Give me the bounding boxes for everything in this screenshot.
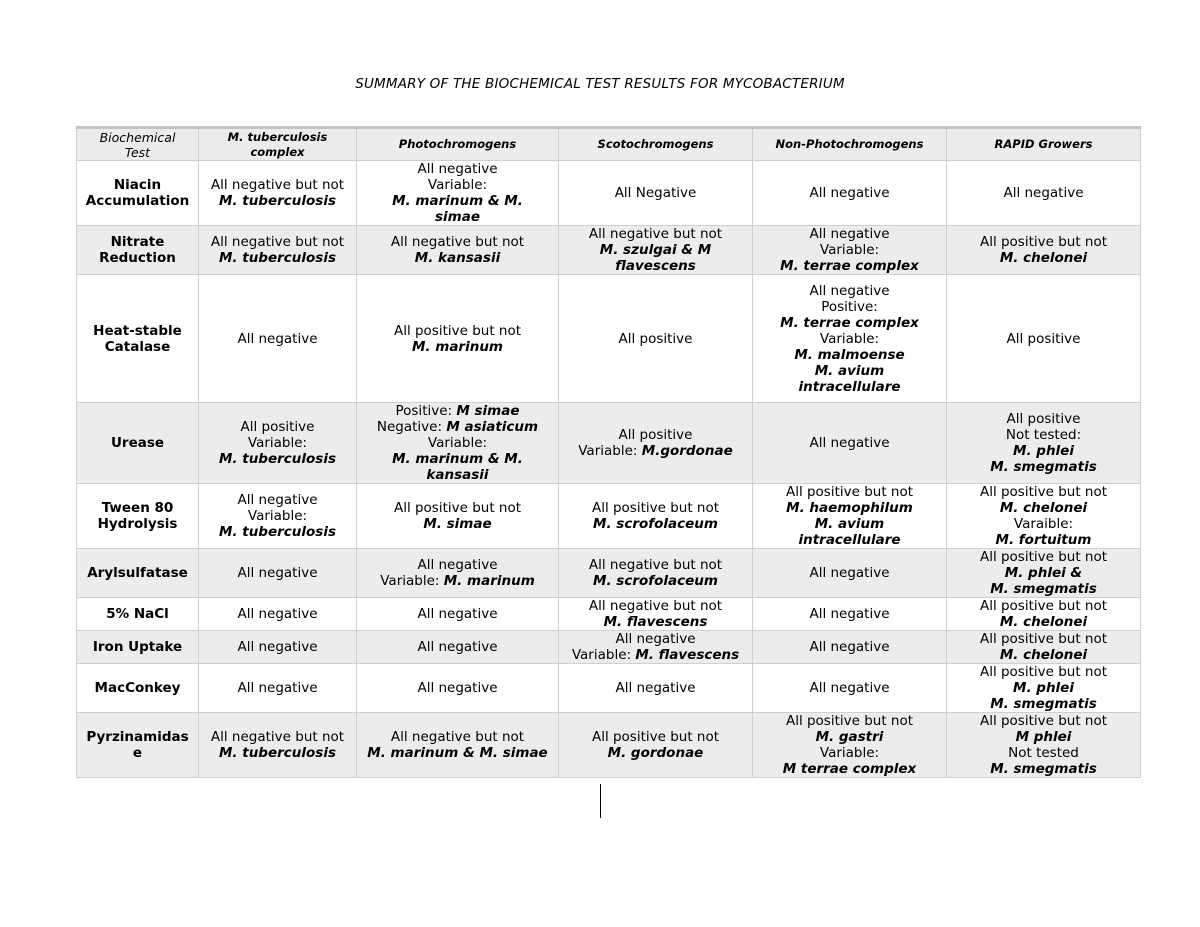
row-test-name bbox=[77, 631, 199, 664]
cell-line: All positive bbox=[1006, 411, 1081, 427]
cell-rapid-growers bbox=[947, 484, 1141, 549]
cell-photochromogens bbox=[357, 275, 559, 403]
cell-line: All positive but not bbox=[979, 549, 1108, 565]
cell-line: All negative but not bbox=[210, 729, 345, 745]
test-name-line: Accumulation bbox=[85, 193, 190, 209]
cell-rapid-growers bbox=[947, 664, 1141, 713]
cell-line: M. smegmatis bbox=[990, 581, 1097, 597]
test-name-line: Arylsulfatase bbox=[87, 565, 188, 581]
cell-line: M. avium bbox=[814, 516, 885, 532]
cell-line: All positive but not bbox=[785, 713, 914, 729]
cell-line: All Negative bbox=[614, 185, 697, 201]
cell-scotochromogens bbox=[559, 664, 753, 713]
cell-line: All negative bbox=[417, 639, 498, 655]
cell-line: kansasii bbox=[426, 467, 489, 483]
cell-scotochromogens bbox=[559, 484, 753, 549]
cell-line: M. avium bbox=[814, 362, 885, 379]
cell-line: M asiaticum bbox=[446, 419, 539, 435]
cell-photochromogens bbox=[357, 161, 559, 226]
header-rapid-growers bbox=[947, 128, 1141, 161]
cell-line-group bbox=[359, 403, 556, 419]
cell-scotochromogens bbox=[559, 549, 753, 598]
cell-line: M. scrofolaceum bbox=[593, 573, 718, 589]
header-line: Biochemical bbox=[99, 129, 176, 145]
cell-line: All negative but not bbox=[588, 557, 723, 573]
header-line: Scotochromogens bbox=[597, 137, 714, 151]
cell-line: Variable: bbox=[819, 242, 880, 258]
cell-line: All negative bbox=[809, 680, 890, 696]
cell-line: Negative: bbox=[376, 419, 443, 435]
biochemical-results-table bbox=[76, 126, 1141, 778]
cell-line: All positive bbox=[618, 330, 693, 347]
cell-line: All negative bbox=[809, 226, 890, 242]
cell-line: M. terrae complex bbox=[780, 258, 919, 274]
cell-line: M. chelonei bbox=[999, 647, 1088, 663]
test-name-line: Tween 80 bbox=[101, 500, 174, 516]
cell-line: Variable: bbox=[380, 573, 440, 589]
cell-line: M. phlei & bbox=[1004, 565, 1083, 581]
cell-scotochromogens bbox=[559, 598, 753, 631]
cell-line: All negative bbox=[237, 565, 318, 581]
cell-line: All negative bbox=[615, 680, 696, 696]
cell-line: All positive but not bbox=[979, 484, 1108, 500]
header-biochemical-test bbox=[77, 128, 199, 161]
table-row bbox=[77, 664, 1141, 713]
cell-line: Variable: bbox=[571, 647, 632, 663]
row-test-name bbox=[77, 598, 199, 631]
cell-line: All negative bbox=[417, 557, 498, 573]
cell-line: M. malmoense bbox=[794, 346, 905, 363]
cell-photochromogens bbox=[357, 598, 559, 631]
cell-line: M. tuberculosis bbox=[218, 451, 337, 467]
cell-photochromogens bbox=[357, 226, 559, 275]
cell-line: All negative bbox=[237, 606, 318, 622]
cell-line: All negative bbox=[809, 185, 890, 201]
cell-line: All negative bbox=[809, 282, 890, 299]
cell-line: M. chelonei bbox=[999, 500, 1088, 516]
cell-rapid-growers bbox=[947, 631, 1141, 664]
cell-non-photochromogens bbox=[753, 664, 947, 713]
cell-line: M. tuberculosis bbox=[218, 193, 337, 209]
cell-line: M. phlei bbox=[1013, 680, 1074, 696]
cell-line: M. terrae complex bbox=[780, 314, 919, 331]
cell-m-tuberculosis bbox=[199, 549, 357, 598]
cell-line-group bbox=[359, 419, 556, 435]
cell-line: M. tuberculosis bbox=[218, 745, 337, 761]
cell-photochromogens bbox=[357, 713, 559, 778]
cell-line: All negative bbox=[809, 606, 890, 622]
cell-line: flavescens bbox=[615, 258, 696, 274]
cell-non-photochromogens bbox=[753, 403, 947, 484]
cell-line: M. haemophilum bbox=[786, 500, 913, 516]
cell-line: M. marinum bbox=[443, 573, 535, 589]
table-row bbox=[77, 161, 1141, 226]
test-name-line: Catalase bbox=[104, 338, 171, 355]
cell-line: M. kansasii bbox=[414, 250, 501, 266]
cell-line: M. szulgai & M bbox=[599, 242, 712, 258]
cell-line: All positive but not bbox=[393, 500, 522, 516]
cell-line-group bbox=[561, 443, 750, 459]
cell-m-tuberculosis bbox=[199, 598, 357, 631]
table-row bbox=[77, 275, 1141, 403]
cell-line: M. simae bbox=[423, 516, 492, 532]
cell-line: M. smegmatis bbox=[990, 696, 1097, 712]
cell-rapid-growers bbox=[947, 713, 1141, 778]
cell-line: All negative but not bbox=[390, 729, 525, 745]
cell-line: All negative bbox=[809, 565, 890, 581]
cell-line: Variable: bbox=[819, 330, 880, 347]
header-scotochromogens bbox=[559, 128, 753, 161]
cell-line: All negative but not bbox=[588, 598, 723, 614]
cell-rapid-growers bbox=[947, 161, 1141, 226]
header-line: Non-Photochromogens bbox=[775, 137, 924, 151]
cell-line: M. marinum & M. bbox=[392, 451, 523, 467]
cell-line: All positive but not bbox=[591, 729, 720, 745]
cell-line: All negative bbox=[237, 492, 318, 508]
test-name-line: Nitrate bbox=[110, 234, 165, 250]
cell-line: Positive: bbox=[395, 403, 453, 419]
cell-non-photochromogens bbox=[753, 161, 947, 226]
header-line: RAPID Growers bbox=[994, 137, 1093, 151]
cell-photochromogens bbox=[357, 484, 559, 549]
cell-non-photochromogens bbox=[753, 226, 947, 275]
cell-line: All positive but not bbox=[393, 322, 522, 339]
header-line: M. tuberculosis bbox=[227, 129, 328, 144]
cell-m-tuberculosis bbox=[199, 631, 357, 664]
cell-line: All positive but not bbox=[979, 598, 1108, 614]
cell-line: simae bbox=[435, 209, 480, 225]
cell-scotochromogens bbox=[559, 631, 753, 664]
cell-line: Not tested: bbox=[1005, 427, 1082, 443]
cell-m-tuberculosis bbox=[199, 226, 357, 275]
header-line: complex bbox=[250, 144, 305, 159]
cell-line: Varaible: bbox=[1013, 516, 1074, 532]
cell-line: All negative but not bbox=[390, 234, 525, 250]
cell-line: All negative bbox=[237, 330, 318, 347]
cell-scotochromogens bbox=[559, 403, 753, 484]
row-test-name bbox=[77, 161, 199, 226]
table-row bbox=[77, 598, 1141, 631]
row-test-name bbox=[77, 403, 199, 484]
cell-line: M. tuberculosis bbox=[218, 250, 337, 266]
header-line: Photochromogens bbox=[398, 137, 517, 151]
cell-line: All negative bbox=[417, 680, 498, 696]
cell-scotochromogens bbox=[559, 713, 753, 778]
cell-line: M terrae complex bbox=[782, 761, 917, 777]
table-row bbox=[77, 713, 1141, 778]
row-test-name bbox=[77, 664, 199, 713]
table-row bbox=[77, 226, 1141, 275]
cell-line: M. gordonae bbox=[607, 745, 704, 761]
test-name-line: Urease bbox=[110, 435, 165, 451]
cell-line: Positive: bbox=[821, 298, 878, 315]
cell-line: All positive but not bbox=[591, 500, 720, 516]
cell-line: Not tested bbox=[1008, 745, 1079, 761]
cell-line: All negative bbox=[237, 680, 318, 696]
cell-line: Variable: bbox=[247, 435, 308, 451]
cell-line: All positive bbox=[240, 419, 315, 435]
cell-line: M. smegmatis bbox=[990, 459, 1097, 475]
table-row bbox=[77, 484, 1141, 549]
cell-scotochromogens bbox=[559, 161, 753, 226]
cell-line: All negative bbox=[1003, 185, 1084, 201]
cell-photochromogens bbox=[357, 403, 559, 484]
cell-line: intracellulare bbox=[798, 378, 901, 395]
header-non-photochromogens bbox=[753, 128, 947, 161]
cell-line: All negative but not bbox=[210, 177, 345, 193]
cell-line: Variable: bbox=[427, 177, 488, 193]
row-test-name bbox=[77, 275, 199, 403]
cell-line: M. gastri bbox=[815, 729, 884, 745]
row-test-name bbox=[77, 549, 199, 598]
test-name-line: e bbox=[132, 745, 143, 761]
cell-line: M. chelonei bbox=[999, 614, 1088, 630]
cell-photochromogens bbox=[357, 664, 559, 713]
cell-line: All positive but not bbox=[979, 713, 1108, 729]
cell-line: All negative bbox=[417, 161, 498, 177]
cell-line: Variable: bbox=[578, 443, 638, 459]
cell-line: M. phlei bbox=[1013, 443, 1074, 459]
cell-line: M.gordonae bbox=[641, 443, 733, 459]
cell-scotochromogens bbox=[559, 226, 753, 275]
cell-rapid-growers bbox=[947, 598, 1141, 631]
cell-non-photochromogens bbox=[753, 713, 947, 778]
cell-m-tuberculosis bbox=[199, 403, 357, 484]
cell-m-tuberculosis bbox=[199, 664, 357, 713]
cell-line: All negative bbox=[417, 606, 498, 622]
cell-m-tuberculosis bbox=[199, 161, 357, 226]
document-title: SUMMARY OF THE BIOCHEMICAL TEST RESULTS FOR MYCOBACTERIUM bbox=[355, 76, 845, 92]
table-body bbox=[77, 161, 1141, 778]
cell-line: All positive bbox=[618, 427, 693, 443]
cell-m-tuberculosis bbox=[199, 713, 357, 778]
cell-line: M. fortuitum bbox=[995, 532, 1092, 548]
cell-line: M. chelonei bbox=[999, 250, 1088, 266]
cell-line: All negative bbox=[615, 631, 696, 647]
cell-line: Variable: bbox=[247, 508, 308, 524]
cell-line: M phlei bbox=[1015, 729, 1072, 745]
test-name-line: Niacin bbox=[113, 177, 162, 193]
test-name-line: Hydrolysis bbox=[97, 516, 178, 532]
cell-rapid-growers bbox=[947, 549, 1141, 598]
cell-line: intracellulare bbox=[798, 532, 901, 548]
cell-non-photochromogens bbox=[753, 598, 947, 631]
cell-line: M. smegmatis bbox=[990, 761, 1097, 777]
cell-line: M. marinum & M. simae bbox=[367, 745, 548, 761]
header-m-tuberculosis-complex bbox=[199, 128, 357, 161]
cell-line: All positive bbox=[1006, 330, 1081, 347]
cell-line: All negative but not bbox=[588, 226, 723, 242]
cell-line: All negative bbox=[237, 639, 318, 655]
cell-photochromogens bbox=[357, 631, 559, 664]
cell-line: M. scrofolaceum bbox=[593, 516, 718, 532]
header-row bbox=[77, 128, 1141, 161]
cell-line: M. marinum bbox=[411, 338, 503, 355]
cell-line: M. flavescens bbox=[603, 614, 708, 630]
cell-line: All negative but not bbox=[210, 234, 345, 250]
cell-line-group bbox=[359, 573, 556, 589]
cell-scotochromogens bbox=[559, 275, 753, 403]
test-name-line: Reduction bbox=[99, 250, 176, 266]
cell-rapid-growers bbox=[947, 403, 1141, 484]
cell-non-photochromogens bbox=[753, 484, 947, 549]
cell-m-tuberculosis bbox=[199, 484, 357, 549]
test-name-line: Pyrzinamidas bbox=[86, 729, 189, 745]
cell-line: M simae bbox=[456, 403, 520, 419]
test-name-line: MacConkey bbox=[94, 680, 181, 696]
cell-line: All positive but not bbox=[785, 484, 914, 500]
cell-non-photochromogens bbox=[753, 631, 947, 664]
header-line: Test bbox=[124, 144, 151, 160]
test-name-line: Heat-stable bbox=[93, 322, 182, 339]
cell-m-tuberculosis bbox=[199, 275, 357, 403]
cell-non-photochromogens bbox=[753, 275, 947, 403]
row-test-name bbox=[77, 226, 199, 275]
cell-line-group bbox=[561, 647, 750, 663]
cell-line: Variable: bbox=[819, 745, 880, 761]
cell-line: All positive but not bbox=[979, 664, 1108, 680]
text-cursor bbox=[600, 784, 601, 818]
cell-non-photochromogens bbox=[753, 549, 947, 598]
table-row bbox=[77, 631, 1141, 664]
header-photochromogens bbox=[357, 128, 559, 161]
row-test-name bbox=[77, 484, 199, 549]
table-row bbox=[77, 403, 1141, 484]
cell-line: Variable: bbox=[427, 435, 488, 451]
cell-line: All negative bbox=[809, 435, 890, 451]
cell-photochromogens bbox=[357, 549, 559, 598]
cell-line: M. marinum & M. bbox=[392, 193, 523, 209]
test-name-line: 5% NaCl bbox=[106, 606, 169, 622]
cell-line: All negative bbox=[809, 639, 890, 655]
cell-line: M. tuberculosis bbox=[218, 524, 337, 540]
cell-line: All positive but not bbox=[979, 631, 1108, 647]
cell-line: M. flavescens bbox=[635, 647, 740, 663]
cell-line: All positive but not bbox=[979, 234, 1108, 250]
cell-rapid-growers bbox=[947, 226, 1141, 275]
cell-rapid-growers bbox=[947, 275, 1141, 403]
test-name-line: Iron Uptake bbox=[92, 639, 183, 655]
table-row bbox=[77, 549, 1141, 598]
row-test-name bbox=[77, 713, 199, 778]
